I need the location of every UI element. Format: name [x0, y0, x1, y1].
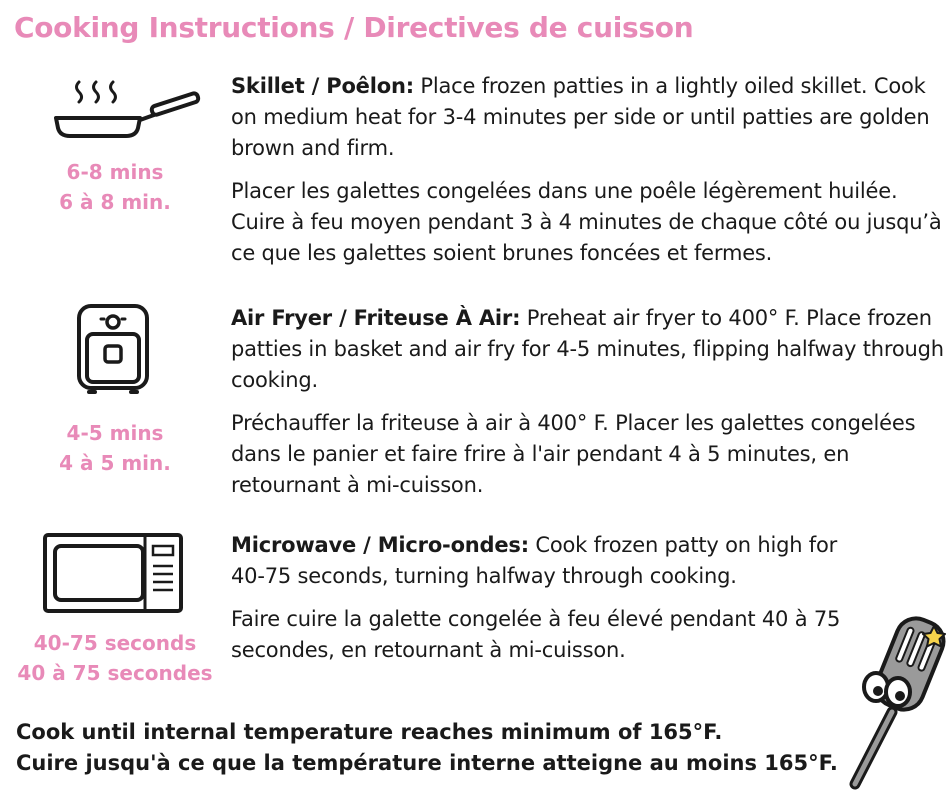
microwave-time-fr: 40 à 75 secondes [17, 661, 213, 685]
skillet-time-fr: 6 à 8 min. [59, 190, 171, 214]
air-fryer-icon [75, 302, 151, 398]
microwave-time [15, 628, 215, 688]
air-fryer-time-en: 4-5 mins [66, 421, 164, 445]
air-fryer-text-en [231, 303, 946, 396]
footer-line-fr: Cuire jusqu'à ce que la température interne atteigne au moins 165°F. [16, 751, 838, 775]
air-fryer-time-fr: 4 à 5 min. [59, 451, 171, 475]
skillet-text-en [231, 71, 946, 164]
microwave-time-en: 40-75 seconds [33, 631, 197, 655]
air-fryer-time [30, 418, 200, 478]
skillet-label: Skillet / Poêlon: [231, 74, 414, 98]
microwave-icon [43, 533, 183, 613]
skillet-icon [52, 78, 202, 142]
skillet-instructions [231, 71, 946, 269]
air-fryer-text-fr: Préchauffer la friteuse à air à 400° F. Placer les galettes congelées dans le panier et faire frire à l'air pendant 4 à 5 minutes, en retournant à mi-cuisson. [231, 411, 916, 497]
spatula-mascot-icon [840, 612, 950, 792]
skillet-time-en: 6-8 mins [66, 160, 164, 184]
microwave-text-en [231, 530, 871, 592]
skillet-time [30, 157, 200, 217]
skillet-body-en: Place frozen patties in a lightly oiled skillet. Cook on medium heat for 3-4 minutes per side or until patties are golden brown and firm. [231, 74, 930, 160]
air-fryer-label: Air Fryer / Friteuse À Air: [231, 306, 521, 330]
microwave-instructions [231, 530, 871, 666]
air-fryer-body-en: Preheat air fryer to 400° F. Place frozen patties in basket and air fry for 4-5 minutes, flipping halfway through cooking. [231, 306, 944, 392]
skillet-text-fr: Placer les galettes congelées dans une poêle légèrement huilée. Cuire à feu moyen pendant 3 à 4 minutes de chaque côté ou jusqu’à ce que les galettes soient brunes foncées et fermes. [231, 179, 942, 265]
microwave-body-en: Cook frozen patty on high for 40-75 seconds, turning halfway through cooking. [231, 533, 838, 588]
footer-line-en: Cook until internal temperature reaches minimum of 165°F. [16, 720, 723, 744]
footer-note [16, 717, 838, 779]
microwave-text-fr: Faire cuire la galette congelée à feu élevé pendant 40 à 75 secondes, en retournant à mi-cuisson. [231, 607, 841, 662]
microwave-label: Microwave / Micro-ondes: [231, 533, 529, 557]
air-fryer-instructions [231, 303, 946, 501]
page-title: Cooking Instructions / Directives de cuisson [14, 11, 694, 44]
